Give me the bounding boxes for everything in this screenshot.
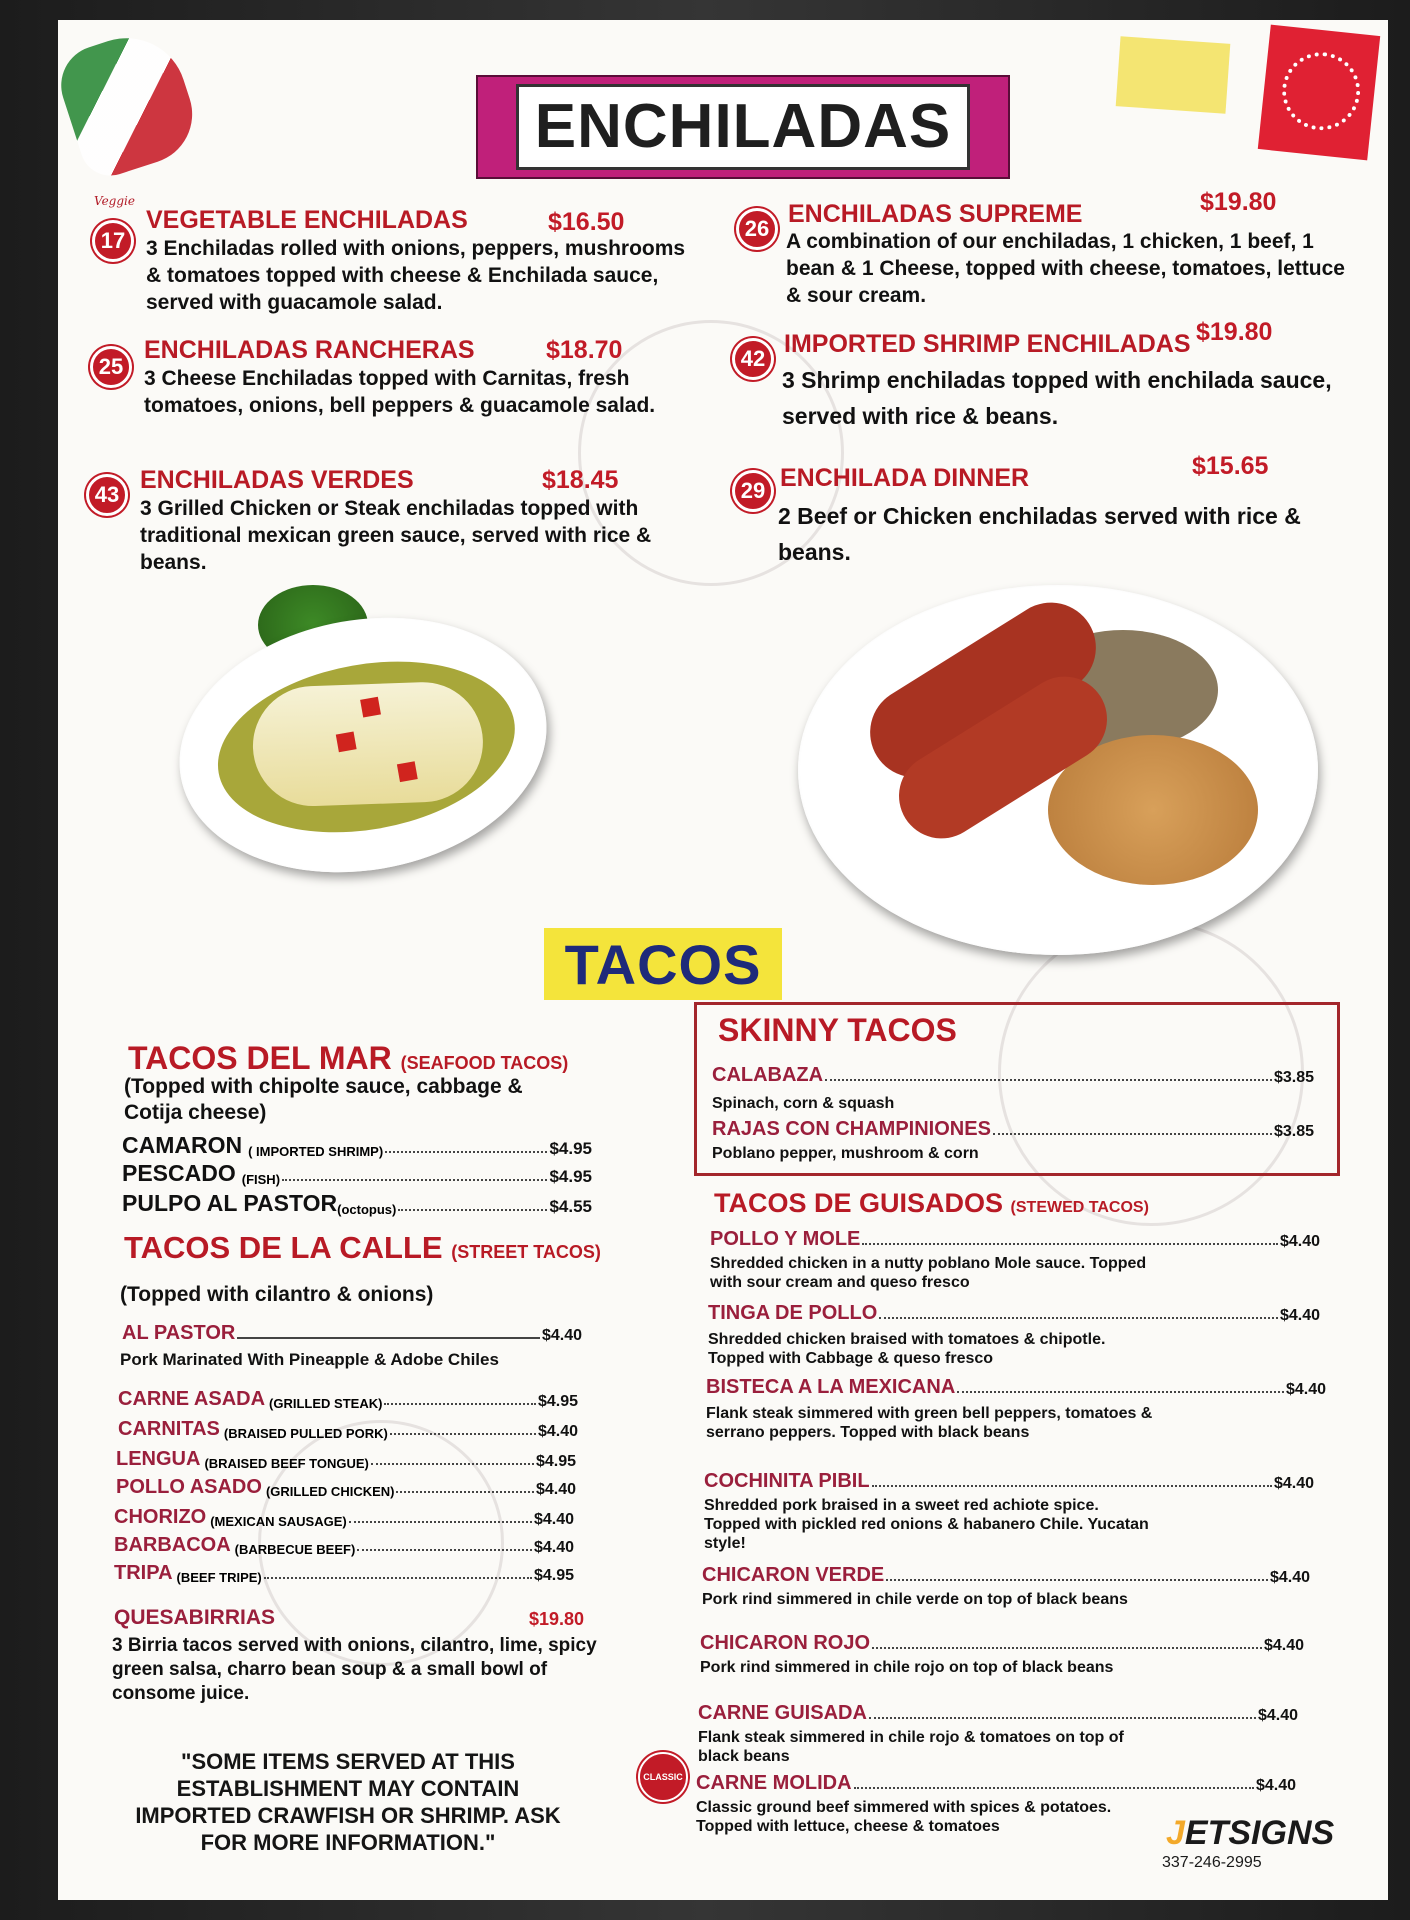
item-description: A combination of our enchiladas, 1 chicken, 1 beef, 1 bean & 1 Cheese, topped with cheese, tomatoes, lettuce & sour cream. — [786, 230, 1345, 307]
item-number-badge: 29 — [732, 470, 774, 512]
item-number-badge: 43 — [86, 474, 128, 516]
tacos-banner — [544, 928, 782, 1000]
item-title: ENCHILADA DINNER — [780, 464, 1030, 492]
maracas-decoration — [58, 23, 205, 184]
menu-row: CHICARON VERDE $4.40 — [702, 1564, 1310, 1586]
menu-row: POLLO Y MOLE $4.40 — [710, 1228, 1320, 1250]
enchilada-dinner-photo — [798, 585, 1318, 955]
row-description: Flank steak simmered with green bell peppers, tomatoes & serrano peppers. Topped with black beans — [706, 1405, 1153, 1441]
jetsigns-logo: JETSIGNS — [1166, 1814, 1335, 1852]
section-title-guisados: TACOS DE GUISADOS (STEWED TACOS) — [714, 1188, 1149, 1218]
menu-row: BISTECA A LA MEXICANA $4.40 — [706, 1376, 1326, 1398]
row-description: Pork Marinated With Pineapple & Adobe Chiles — [120, 1350, 499, 1369]
menu-page — [58, 20, 1388, 1900]
item-number-badge: 25 — [90, 346, 132, 388]
menu-row: CHORIZO (MEXICAN SAUSAGE) $4.40 — [114, 1506, 574, 1529]
menu-row: AL PASTOR $4.40 — [122, 1322, 582, 1344]
item-title: ENCHILADAS VERDES — [140, 466, 414, 494]
item-description: 3 Grilled Chicken or Steak enchiladas topped with traditional mexican green sauce, served with rice & beans. — [140, 497, 652, 574]
section-title-del-mar: TACOS DEL MAR (SEAFOOD TACOS) — [128, 1040, 569, 1076]
menu-row: QUESABIRRIAS $19.80 — [114, 1606, 584, 1629]
menu-row: CARNITAS (BRAISED PULLED PORK) $4.40 — [118, 1418, 578, 1441]
menu-row: PULPO AL PASTOR (octopus) $4.55 — [122, 1190, 592, 1217]
item-price: $19.80 — [1200, 188, 1277, 216]
menu-row: BARBACOA (BARBECUE BEEF) $4.40 — [114, 1534, 574, 1557]
section-note: (Topped with cilantro & onions) — [120, 1283, 434, 1306]
papel-picado-yellow-decoration — [1116, 36, 1231, 114]
section-title-calle: TACOS DE LA CALLE (STREET TACOS) — [124, 1230, 601, 1265]
item-title: VEGETABLE ENCHILADAS — [146, 206, 468, 234]
item-number-badge: 42 — [732, 338, 774, 380]
papel-picado-red-decoration — [1258, 25, 1380, 161]
row-description: Flank steak simmered in chile rojo & tomatoes on top of black beans — [698, 1729, 1124, 1765]
item-description: 3 Cheese Enchiladas topped with Carnitas, fresh tomatoes, onions, bell peppers & guacamole salad. — [144, 367, 656, 417]
section-note: (Topped with chipolte sauce, cabbage & Cotija cheese) — [124, 1075, 523, 1124]
menu-row: POLLO ASADO (GRILLED CHICKEN) $4.40 — [116, 1476, 576, 1499]
menu-row: CARNE ASADA (GRILLED STEAK) $4.95 — [118, 1388, 578, 1411]
row-description: Shredded pork braised in a sweet red achiote spice. Topped with pickled red onions & habanero Chile. Yucatan style! — [704, 1497, 1149, 1552]
item-number-badge: 26 — [736, 208, 778, 250]
item-description: 3 Enchiladas rolled with onions, peppers, mushrooms & tomatoes topped with cheese & Enchilada sauce, served with guacamole salad. — [146, 237, 686, 314]
row-description: Pork rind simmered in chile verde on top of black beans — [702, 1591, 1128, 1608]
item-title: ENCHILADAS SUPREME — [788, 200, 1083, 228]
menu-row: TINGA DE POLLO $4.40 — [708, 1302, 1320, 1324]
item-description: 2 Beef or Chicken enchiladas served with rice & beans. — [778, 503, 1301, 565]
enchiladas-banner-text: ENCHILADAS — [516, 84, 970, 170]
enchiladas-banner — [476, 75, 1010, 179]
item-price: $18.70 — [546, 336, 623, 364]
allergen-disclaimer: "SOME ITEMS SERVED AT THIS ESTABLISHMENT MAY CONTAIN IMPORTED CRAWFISH OR SHRIMP. ASK FOR MORE INFORMATION." — [135, 1749, 561, 1855]
classic-badge: CLASSIC — [638, 1752, 688, 1802]
row-description: Shredded chicken in a nutty poblano Mole sauce. Topped with sour cream and queso fresco — [710, 1255, 1147, 1291]
jetsigns-phone: 337-246-2995 — [1162, 1854, 1262, 1871]
item-description: 3 Shrimp enchiladas topped with enchilada sauce, served with rice & beans. — [782, 367, 1332, 429]
enchiladas-verdes-photo — [159, 590, 567, 900]
item-title: IMPORTED SHRIMP ENCHILADAS — [784, 330, 1191, 358]
item-price: $15.65 — [1192, 452, 1269, 480]
menu-row: CAMARON ( IMPORTED SHRIMP) $4.95 — [122, 1132, 592, 1159]
menu-row: LENGUA (BRAISED BEEF TONGUE) $4.95 — [116, 1448, 576, 1471]
menu-row: CALABAZA $3.85 — [712, 1064, 1314, 1086]
row-description: Shredded chicken braised with tomatoes & chipotle. Topped with Cabbage & queso fresco — [708, 1331, 1106, 1367]
item-title: ENCHILADAS RANCHERAS — [144, 336, 475, 364]
menu-row: COCHINITA PIBIL $4.40 — [704, 1470, 1314, 1492]
menu-row: RAJAS CON CHAMPINIONES $3.85 — [712, 1118, 1314, 1140]
tacos-banner-text: TACOS — [564, 932, 762, 996]
menu-row: CARNE MOLIDA $4.40 — [696, 1772, 1296, 1794]
menu-row: PESCADO (FISH) $4.95 — [122, 1160, 592, 1187]
menu-row: CARNE GUISADA $4.40 — [698, 1702, 1298, 1724]
menu-row: CHICARON ROJO $4.40 — [700, 1632, 1304, 1654]
section-title-skinny: SKINNY TACOS — [718, 1012, 957, 1048]
row-description: Poblano pepper, mushroom & corn — [712, 1145, 979, 1162]
row-description: Classic ground beef simmered with spices & potatoes. Topped with lettuce, cheese & tomatoes — [696, 1799, 1112, 1835]
item-price: $19.80 — [1196, 318, 1273, 346]
veggie-tag: Veggie — [94, 194, 135, 208]
item-price: $18.45 — [542, 466, 619, 494]
menu-row: TRIPA (BEEF TRIPE) $4.95 — [114, 1562, 574, 1585]
row-description: 3 Birria tacos served with onions, cilantro, lime, spicy green salsa, charro bean soup & a small bowl of consome juice. — [112, 1635, 597, 1704]
item-price: $16.50 — [548, 208, 625, 236]
row-description: Pork rind simmered in chile rojo on top of black beans — [700, 1659, 1114, 1676]
row-description: Spinach, corn & squash — [712, 1095, 895, 1112]
item-number-badge: 17 — [92, 220, 134, 262]
